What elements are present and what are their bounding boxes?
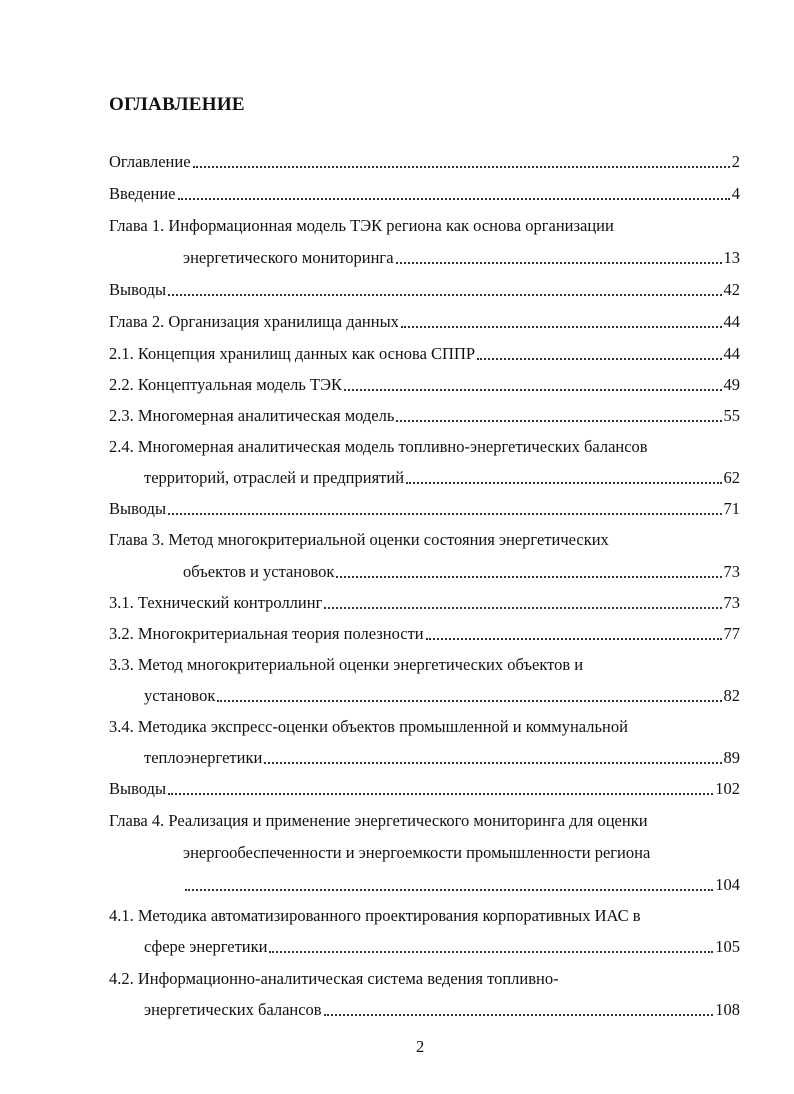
toc-leader [217,699,721,702]
toc-entry[interactable] [109,343,740,365]
toc-page-number: 73 [723,593,740,612]
toc-page-number: 104 [715,875,740,894]
toc-entry-text: Введение [109,184,176,203]
toc-entry[interactable] [109,279,740,301]
toc-page-number: 89 [723,748,740,767]
toc-leader [344,388,721,391]
toc-page-number: 55 [723,406,740,425]
page-title: ОГЛАВЛЕНИЕ [109,94,245,115]
toc-leader [193,165,730,168]
toc-page-number: 62 [723,468,740,487]
toc-entry-text: 3.2. Многокритериальная теория полезности [109,624,424,643]
page-number: 2 [416,1037,425,1056]
toc-page-number: 44 [723,312,740,331]
toc-entry-text: Глава 2. Организация хранилища данных [109,312,399,331]
toc-entry-text: 2.2. Концептуальная модель ТЭК [109,375,343,394]
toc-entry-text: 3.1. Технический контроллинг [109,593,323,612]
toc-leader [264,761,721,764]
toc-leader [168,792,713,795]
toc-entry-text: энергетических балансов [144,1000,322,1019]
toc-page-number: 82 [723,686,740,705]
toc-page-number: 2 [731,152,740,171]
toc-leader [168,293,721,296]
toc-entry-first-line: 3.3. Метод многокритериальной оценки энергетических объектов и [109,655,584,674]
toc-leader [406,481,721,484]
toc-entry-first-line: Глава 4. Реализация и применение энергетического мониторинга для оценки [109,811,648,830]
toc-entry[interactable] [109,405,740,427]
toc-entry-first-line: 3.4. Методика экспресс-оценки объектов промышленной и коммунальной [109,717,628,736]
toc-entry[interactable] [109,311,740,333]
toc-entry-text: теплоэнергетики [144,748,263,767]
toc-leader [324,606,721,609]
toc-leader [269,950,713,953]
toc-entry-text: Оглавление [109,152,191,171]
toc-entry[interactable] [109,498,740,520]
toc-leader [401,325,722,328]
toc-leader [178,197,730,200]
toc-entry-second-line: энергообеспеченности и энергоемкости промышленности региона [183,843,651,862]
toc-entry-text: объектов и установок [183,562,335,581]
toc-leader [426,637,722,640]
toc-page-number: 49 [723,375,740,394]
toc-leader [477,357,721,360]
toc-entry[interactable] [144,747,740,769]
toc-entry[interactable] [109,623,740,645]
toc-entry[interactable] [144,467,740,489]
toc-page-number: 13 [723,248,740,267]
toc-page-number: 71 [723,499,740,518]
toc-page-number: 108 [715,1000,740,1019]
toc-page-number: 44 [723,344,740,363]
toc-page-number: 42 [723,280,740,299]
toc-entry-first-line: Глава 3. Метод многокритериальной оценки состояния энергетических [109,530,609,549]
toc-page-number: 73 [723,562,740,581]
toc-entry[interactable] [183,561,740,583]
toc-entry-text: установок [144,686,216,705]
toc-entry[interactable] [109,778,740,800]
toc-entry-first-line: Глава 1. Информационная модель ТЭК региона как основа организации [109,216,614,235]
toc-entry-first-line: 4.2. Информационно-аналитическая система ведения топливно- [109,969,559,988]
toc-page-number: 4 [731,184,740,203]
toc-page-number: 77 [723,624,740,643]
toc-entry[interactable] [109,183,740,205]
toc-entry-text: Выводы [109,779,167,798]
toc-leader [396,261,722,264]
toc-entry-text: 2.3. Многомерная аналитическая модель [109,406,395,425]
toc-entry-text: сфере энергетики [144,937,268,956]
toc-entry[interactable] [109,592,740,614]
toc-page-number: 105 [715,937,740,956]
toc-leader [324,1013,714,1016]
toc-entry[interactable] [109,374,740,396]
toc-leader [396,419,721,422]
toc-entry-text: Выводы [109,280,167,299]
toc-entry[interactable] [144,999,740,1021]
toc-entry-first-line: 4.1. Методика автоматизированного проектирования корпоративных ИАС в [109,906,641,925]
toc-entry[interactable] [109,151,740,173]
toc-entry-text: энергетического мониторинга [183,248,394,267]
toc-page-number: 102 [715,779,740,798]
toc-entry[interactable] [183,874,740,896]
toc-entry-text: Выводы [109,499,167,518]
toc-leader [168,512,721,515]
toc-entry-first-line: 2.4. Многомерная аналитическая модель топливно-энергетических балансов [109,437,648,456]
toc-entry[interactable] [144,936,740,958]
toc-entry-text: территорий, отраслей и предприятий [144,468,405,487]
toc-entry-text: 2.1. Концепция хранилищ данных как основа СППР [109,344,476,363]
toc-entry[interactable] [183,247,740,269]
toc-leader [336,575,721,578]
toc-entry[interactable] [144,685,740,707]
toc-leader [185,888,713,891]
